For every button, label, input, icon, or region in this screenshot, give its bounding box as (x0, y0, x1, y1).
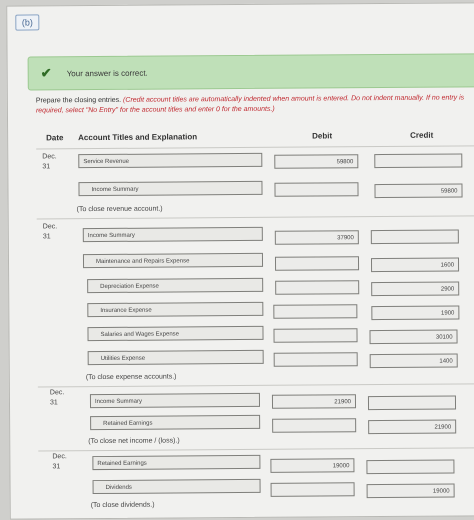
entry-date: Dec. 31 (42, 153, 57, 171)
debit-input[interactable] (275, 256, 359, 271)
col-account: Account Titles and Explanation (78, 132, 198, 143)
debit-input[interactable] (274, 182, 358, 197)
credit-input[interactable] (371, 229, 459, 244)
entry-explanation: (To close dividends.) (90, 501, 155, 510)
entry-explanation: (To close net income / (loss).) (88, 437, 180, 446)
credit-input[interactable] (374, 153, 462, 168)
entry-date: Dec. 31 (49, 389, 65, 407)
journal-page (6, 2, 474, 519)
credit-input[interactable]: 59800 (374, 183, 462, 198)
account-select[interactable]: Dividends (93, 479, 261, 494)
feedback-banner (28, 53, 474, 90)
account-select[interactable]: Salaries and Wages Expense (87, 326, 263, 341)
credit-input[interactable]: 1900 (371, 305, 459, 320)
account-select[interactable]: Income Summary (90, 393, 260, 408)
account-select[interactable]: Depreciation Expense (87, 278, 263, 293)
credit-input[interactable] (368, 396, 456, 411)
row-divider (38, 447, 474, 451)
debit-input[interactable]: 59800 (274, 154, 358, 169)
credit-input[interactable]: 19000 (367, 484, 455, 499)
account-select[interactable]: Insurance Expense (87, 302, 263, 317)
col-credit: Credit (410, 130, 434, 140)
debit-input[interactable]: 37900 (275, 230, 359, 245)
debit-input[interactable]: 19000 (270, 458, 354, 473)
account-select[interactable]: Retained Earnings (90, 415, 260, 430)
entry-explanation: (To close revenue account.) (76, 205, 163, 214)
row-divider (38, 383, 474, 387)
instructions (36, 93, 474, 116)
debit-input[interactable] (273, 328, 357, 343)
entry-explanation: (To close expense accounts.) (85, 373, 177, 382)
debit-input[interactable] (272, 418, 356, 433)
account-select[interactable]: Income Summary (78, 181, 262, 196)
debit-input[interactable] (273, 304, 357, 319)
checkmark-icon: ✔ (40, 65, 52, 81)
account-select[interactable]: Utilities Expense (88, 350, 264, 365)
debit-input[interactable] (274, 352, 358, 367)
credit-input[interactable]: 1600 (371, 257, 459, 272)
account-select[interactable]: Service Revenue (78, 153, 262, 168)
instructions-detail: (Credit account titles are automatically indented when amount is entered. Do not indent manually. If no entry is required, select "No Entry" for the account titles and enter 0 for the amounts.) (35, 94, 465, 115)
debit-input[interactable]: 21900 (272, 394, 356, 409)
entry-date: Dec. 31 (52, 453, 67, 471)
credit-input[interactable]: 2900 (371, 281, 459, 296)
row-divider (37, 215, 474, 219)
credit-input[interactable]: 1400 (370, 354, 458, 369)
entry-date: Dec. 31 (42, 223, 58, 241)
col-debit: Debit (312, 131, 333, 141)
part-label: (b) (15, 14, 39, 30)
instructions-lead: Prepare the closing entries. (35, 96, 122, 105)
feedback-message: Your answer is correct. (66, 68, 148, 78)
debit-input[interactable] (275, 280, 359, 295)
col-date: Date (46, 133, 64, 143)
debit-input[interactable] (271, 482, 355, 497)
credit-input[interactable]: 30100 (369, 330, 457, 345)
account-select[interactable]: Retained Earnings (92, 455, 260, 470)
account-select[interactable]: Income Summary (83, 227, 263, 242)
credit-input[interactable]: 21900 (368, 420, 456, 435)
credit-input[interactable] (366, 460, 454, 475)
account-select[interactable]: Maintenance and Repairs Expense (83, 253, 263, 268)
